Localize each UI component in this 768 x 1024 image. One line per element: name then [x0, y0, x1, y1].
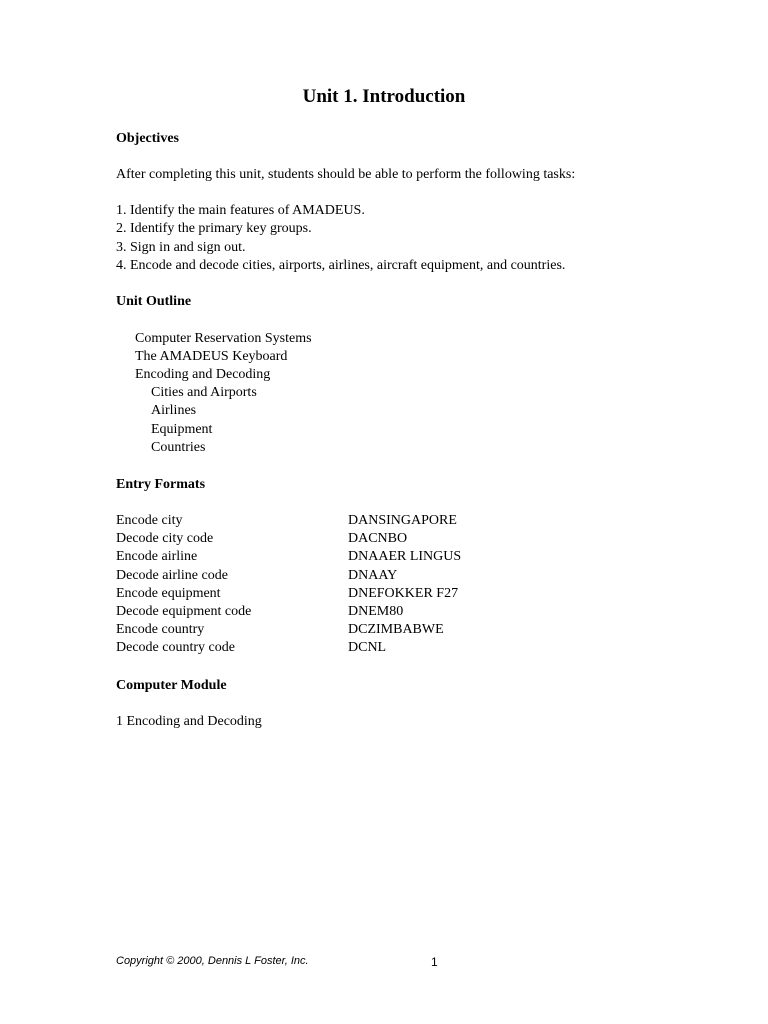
computer-module-heading: Computer Module: [116, 678, 227, 693]
page-title: Unit 1. Introduction: [302, 86, 466, 107]
outline-subitem: Countries: [151, 440, 206, 455]
outline-subitem: Cities and Airports: [151, 385, 257, 400]
objective-item: 3. Sign in and sign out.: [116, 240, 246, 255]
outline-subitem: Airlines: [151, 403, 197, 418]
entry-format-value: DNAAY: [348, 568, 398, 583]
objective-item: 1. Identify the main features of AMADEUS.: [116, 203, 365, 218]
objectives-intro: After completing this unit, students should be able to perform the following tasks:: [116, 167, 576, 182]
outline-subitem: Equipment: [151, 422, 213, 437]
outline-item: Computer Reservation Systems: [135, 331, 312, 346]
entry-format-label: Encode equipment: [116, 586, 221, 601]
entry-formats-heading: Entry Formats: [116, 477, 206, 492]
entry-format-label: Encode airline: [116, 549, 198, 564]
objective-item: 2. Identify the primary key groups.: [116, 221, 312, 236]
entry-format-label: Decode airline code: [116, 568, 228, 583]
footer-copyright: Copyright © 2000, Dennis L Foster, Inc.: [116, 955, 309, 967]
outline-item: Encoding and Decoding: [135, 367, 271, 382]
entry-format-label: Decode country code: [116, 640, 235, 655]
entry-format-value: DCZIMBABWE: [348, 622, 444, 637]
entry-format-value: DNEFOKKER F27: [348, 586, 459, 601]
entry-format-value: DANSINGAPORE: [348, 513, 457, 528]
outline-item: The AMADEUS Keyboard: [135, 349, 288, 364]
page-number: 1: [431, 955, 438, 969]
objective-item: 4. Encode and decode cities, airports, airlines, aircraft equipment, and countries.: [116, 258, 566, 273]
objectives-heading: Objectives: [116, 131, 179, 146]
entry-format-value: DACNBO: [348, 531, 408, 546]
entry-format-label: Encode city: [116, 513, 183, 528]
entry-format-value: DNAAER LINGUS: [348, 549, 462, 564]
entry-format-label: Decode equipment code: [116, 604, 252, 619]
entry-format-label: Decode city code: [116, 531, 214, 546]
entry-format-value: DCNL: [348, 640, 387, 655]
entry-format-label: Encode country: [116, 622, 205, 637]
entry-format-value: DNEM80: [348, 604, 404, 619]
outline-heading: Unit Outline: [116, 294, 192, 309]
computer-module-item: 1 Encoding and Decoding: [116, 714, 262, 729]
